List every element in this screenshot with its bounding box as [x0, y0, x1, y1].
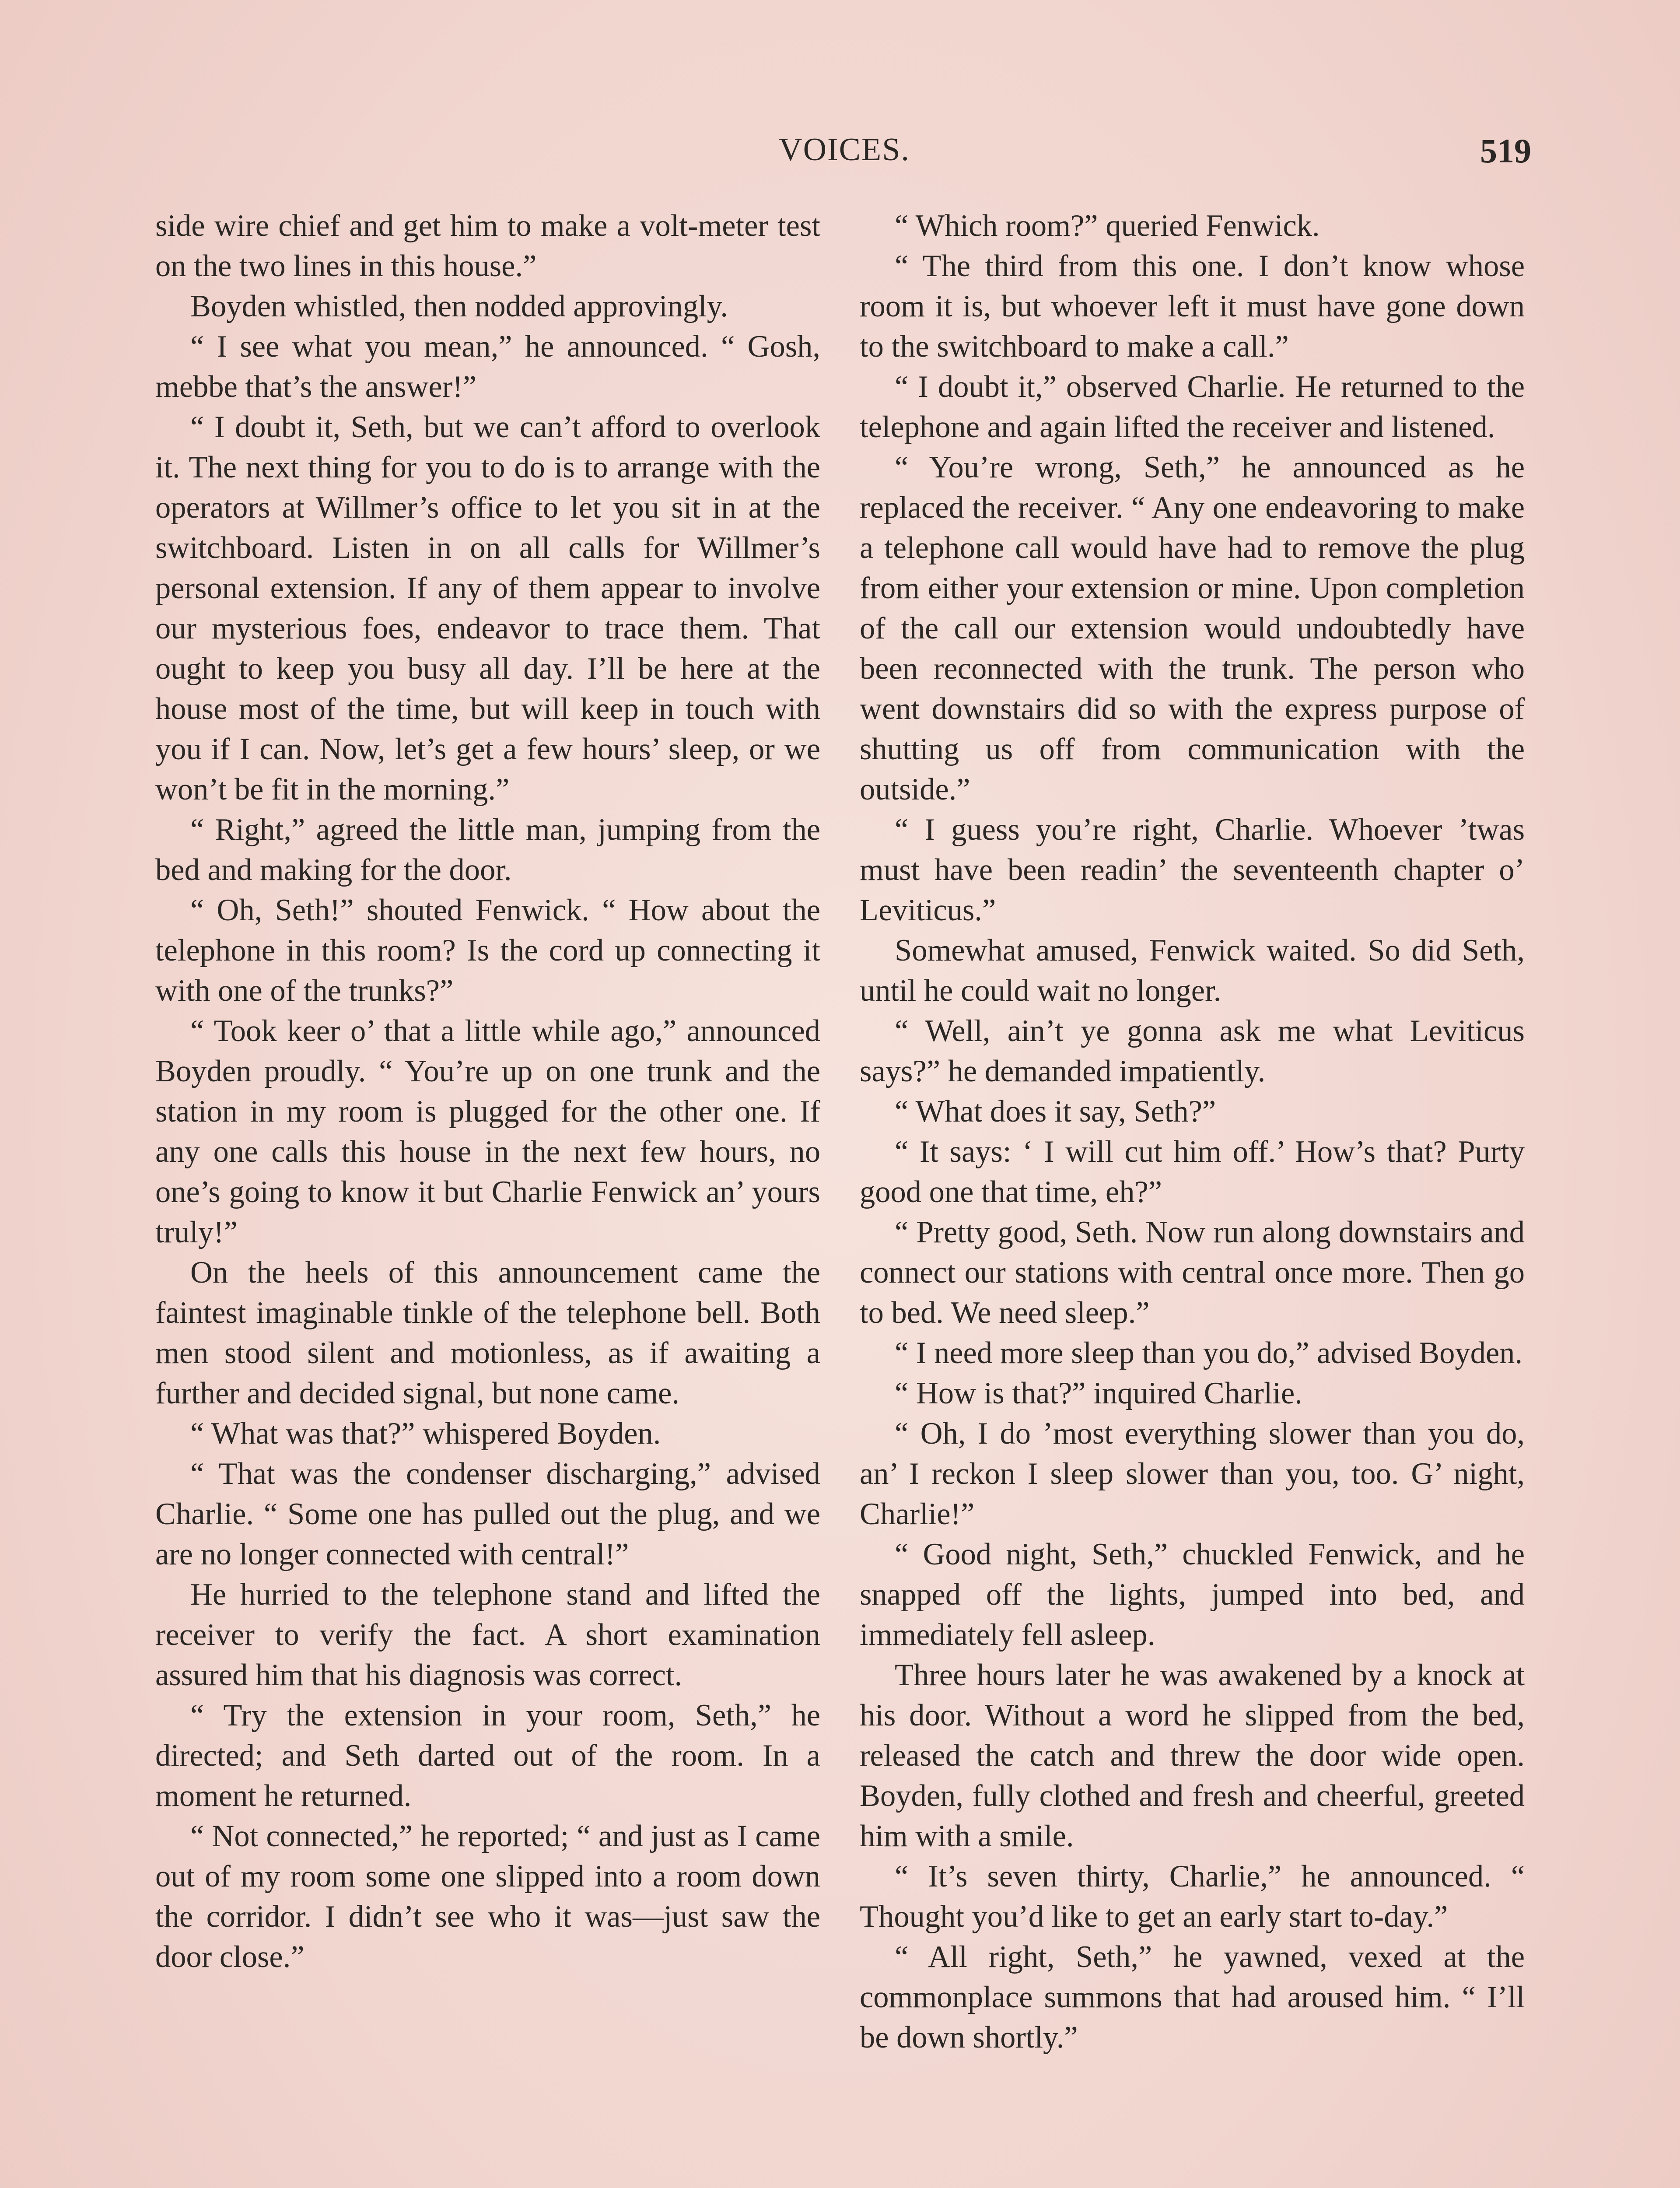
paragraph: Somewhat amused, Fenwick waited. So did Seth, until he could wait no longer. — [860, 933, 1525, 1008]
paragraph: “ Oh, Seth!” shouted Fenwick. “ How about the telephone in this room? Is the cord up connecting it with one of the trunks?” — [155, 893, 820, 1008]
paragraph: “ Pretty good, Seth. Now run along downstairs and connect our stations with central once more. Then go to bed. We need sleep.” — [860, 1215, 1525, 1330]
paragraph: Boyden whistled, then nodded approvingly. — [190, 289, 728, 323]
left-column — [155, 206, 820, 1977]
paragraph: “ Which room?” queried Fenwick. — [895, 209, 1320, 243]
paragraph: “ What does it say, Seth?” — [895, 1094, 1216, 1129]
paragraph: “ I doubt it,” observed Charlie. He returned to the telephone and again lifted the receiver and listened. — [860, 370, 1525, 444]
paragraph: “ Oh, I do ’most everything slower than you do, an’ I reckon I sleep slower than you, too. G’ night, Charlie!” — [860, 1417, 1525, 1531]
paragraph: He hurried to the telephone stand and lifted the receiver to verify the fact. A short examination assured him that his diagnosis was correct. — [155, 1578, 820, 1692]
paragraph: “ Not connected,” he reported; “ and just as I came out of my room some one slipped into a room down the corridor. I didn’t see who it was—just saw the door close.” — [155, 1819, 820, 1974]
paragraph: “ What was that?” whispered Boyden. — [190, 1417, 661, 1451]
paragraph: On the heels of this announcement came the faintest imaginable tinkle of the telephone bell. Both men stood silent and motionless, as if awaiting a further and decided signal, but none came. — [155, 1255, 820, 1410]
page-header — [158, 131, 1531, 179]
paragraph: “ It’s seven thirty, Charlie,” he announced. “ Thought you’d like to get an early start to-day.” — [860, 1859, 1525, 1934]
paragraph: “ I see what you mean,” he announced. “ Gosh, mebbe that’s the answer!” — [155, 330, 820, 404]
running-head: VOICES. — [779, 132, 910, 168]
paragraph: “ It says: ‘ I will cut him off.’ How’s that? Purty good one that time, eh?” — [860, 1135, 1525, 1209]
paragraph: “ Good night, Seth,” chuckled Fenwick, and he snapped off the lights, jumped into bed, and immediately fell asleep. — [860, 1537, 1525, 1652]
paragraph: “ I doubt it, Seth, but we can’t afford to overlook it. The next thing for you to do is to arrange with the operators at Willmer’s office to let you sit in at the switchboard. Listen in on all calls for Willmer’s personal extension. If any of them appear to involve our mysterious foes, endeavor to trace them. That ought to keep you busy all day. I’ll be here at the house most of the time, but will keep in touch with you if I can. Now, let’s get a few hours’ sleep, or we won’t be fit in the morning.” — [155, 410, 820, 806]
paragraph: “ Try the extension in your room, Seth,” he directed; and Seth darted out of the room. In a moment he returned. — [155, 1698, 820, 1813]
paragraph: side wire chief and get him to make a volt-meter test on the two lines in this house.” — [155, 209, 820, 283]
paragraph: “ I need more sleep than you do,” advised Boyden. — [895, 1336, 1523, 1370]
paragraph: “ Right,” agreed the little man, jumping from the bed and making for the door. — [155, 813, 820, 887]
paragraph: “ How is that?” inquired Charlie. — [895, 1376, 1302, 1410]
paragraph: “ Well, ain’t ye gonna ask me what Leviticus says?” he demanded impatiently. — [860, 1014, 1525, 1088]
paragraph: “ Took keer o’ that a little while ago,” announced Boyden proudly. “ You’re up on one trunk and the station in my room is plugged for the other one. If any one calls this house in the next few hours, no one’s going to know it but Charlie Fenwick an’ yours truly!” — [155, 1014, 820, 1249]
page-number: 519 — [1480, 132, 1531, 170]
paragraph: “ That was the condenser discharging,” advised Charlie. “ Some one has pulled out the plug, and we are no longer connected with central!” — [155, 1457, 820, 1571]
paragraph: “ I guess you’re right, Charlie. Whoever ’twas must have been readin’ the seventeenth chapter o’ Leviticus.” — [860, 813, 1525, 927]
paragraph: “ You’re wrong, Seth,” he announced as he replaced the receiver. “ Any one endeavoring to make a telephone call would have had to remove the plug from either your extension or mine. Upon completion of the call our extension would undoubtedly have been reconnected with the trunk. The person who went downstairs did so with the express purpose of shutting us off from communication with the outside.” — [860, 450, 1525, 806]
paragraph: Three hours later he was awakened by a knock at his door. Without a word he slipped from the bed, released the catch and threw the door wide open. Boyden, fully clothed and fresh and cheerful, greeted him with a smile. — [860, 1658, 1525, 1853]
paragraph: “ The third from this one. I don’t know whose room it is, but whoever left it must have gone down to the switchboard to make a call.” — [860, 249, 1525, 364]
right-column — [860, 206, 1525, 2058]
paragraph: “ All right, Seth,” he yawned, vexed at the commonplace summons that had aroused him. “ I’ll be down shortly.” — [860, 1940, 1525, 2055]
